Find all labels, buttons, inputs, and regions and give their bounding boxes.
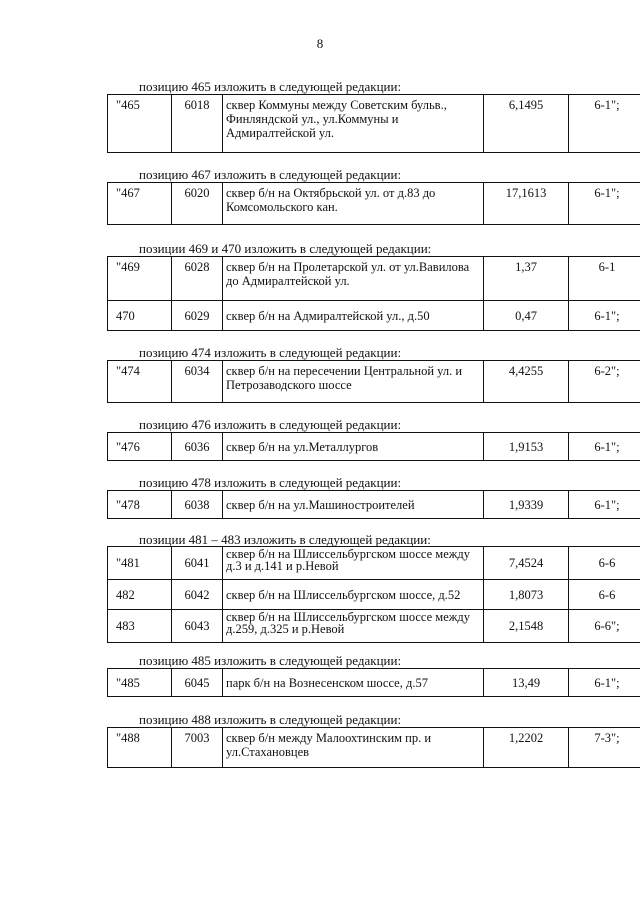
positions-table [107, 668, 640, 697]
registry-code: 6045 [172, 669, 223, 697]
positions-table [107, 182, 640, 225]
position-number: "465 [108, 95, 172, 153]
area-value: 1,8073 [484, 580, 569, 610]
object-description: сквер б/н между Малоохтинским пр. и ул.Стахановцев [223, 728, 484, 768]
object-description: сквер б/н на Пролетарской ул. от ул.Вавилова до Адмиралтейской ул. [223, 257, 484, 301]
table-row [108, 610, 640, 643]
registry-code: 6043 [172, 610, 223, 643]
area-value: 7,4524 [484, 547, 569, 580]
section-heading: позицию 485 изложить в следующей редакции: [139, 653, 402, 668]
registry-code: 6036 [172, 433, 223, 461]
area-value: 17,1613 [484, 183, 569, 225]
positions-table [107, 727, 640, 768]
page-number: 8 [316, 36, 324, 51]
positions-table [107, 256, 640, 331]
table-row [108, 433, 640, 461]
district-code: 7-3"; [569, 728, 640, 768]
district-code: 6-6 [569, 547, 640, 580]
table-row [108, 728, 640, 768]
district-code: 6-1 [569, 257, 640, 301]
table-row [108, 547, 640, 580]
positions-table [107, 94, 640, 153]
registry-code: 6038 [172, 491, 223, 519]
registry-code: 6020 [172, 183, 223, 225]
table-row [108, 361, 640, 403]
section-heading: позицию 474 изложить в следующей редакции: [139, 345, 402, 360]
district-code: 6-2"; [569, 361, 640, 403]
section-heading: позицию 488 изложить в следующей редакции: [139, 712, 402, 727]
area-value: 4,4255 [484, 361, 569, 403]
area-value: 0,47 [484, 301, 569, 331]
table-row [108, 491, 640, 519]
position-number: "488 [108, 728, 172, 768]
position-number: 483 [108, 610, 172, 643]
district-code: 6-1"; [569, 491, 640, 519]
position-number: 470 [108, 301, 172, 331]
object-description: сквер Коммуны между Советским бульв., Финляндской ул., ул.Коммуны и Адмиралтейской ул. [223, 95, 484, 153]
area-value: 1,37 [484, 257, 569, 301]
area-value: 1,2202 [484, 728, 569, 768]
registry-code: 6042 [172, 580, 223, 610]
section-heading: позиции 481 – 483 изложить в следующей редакции: [139, 532, 431, 547]
object-description: сквер б/н на Шлиссельбургском шоссе между д.3 и д.141 и р.Невой [223, 547, 484, 580]
object-description: сквер б/н на ул.Машиностроителей [223, 491, 484, 519]
positions-table [107, 360, 640, 403]
position-number: "485 [108, 669, 172, 697]
district-code: 6-6 [569, 580, 640, 610]
district-code: 6-6"; [569, 610, 640, 643]
table-row [108, 183, 640, 225]
object-description: парк б/н на Вознесенском шоссе, д.57 [223, 669, 484, 697]
area-value: 13,49 [484, 669, 569, 697]
section-heading: позиции 469 и 470 изложить в следующей редакции: [139, 241, 432, 256]
table-row [108, 95, 640, 153]
positions-table [107, 490, 640, 519]
district-code: 6-1"; [569, 301, 640, 331]
registry-code: 6018 [172, 95, 223, 153]
section-heading: позицию 467 изложить в следующей редакции: [139, 167, 402, 182]
object-description: сквер б/н на Адмиралтейской ул., д.50 [223, 301, 484, 331]
object-description: сквер б/н на Шлиссельбургском шоссе между д.259, д.325 и р.Невой [223, 610, 484, 643]
position-number: "467 [108, 183, 172, 225]
position-number: "478 [108, 491, 172, 519]
section-heading: позицию 476 изложить в следующей редакции: [139, 417, 402, 432]
object-description: сквер б/н на пересечении Центральной ул. и Петрозаводского шоссе [223, 361, 484, 403]
positions-table [107, 546, 640, 643]
district-code: 6-1"; [569, 95, 640, 153]
section-heading: позицию 478 изложить в следующей редакции: [139, 475, 402, 490]
table-row [108, 669, 640, 697]
object-description: сквер б/н на ул.Металлургов [223, 433, 484, 461]
area-value: 1,9153 [484, 433, 569, 461]
registry-code: 6029 [172, 301, 223, 331]
position-number: "476 [108, 433, 172, 461]
position-number: "481 [108, 547, 172, 580]
area-value: 1,9339 [484, 491, 569, 519]
position-number: "469 [108, 257, 172, 301]
district-code: 6-1"; [569, 669, 640, 697]
area-value: 6,1495 [484, 95, 569, 153]
registry-code: 6034 [172, 361, 223, 403]
positions-table [107, 432, 640, 461]
registry-code: 7003 [172, 728, 223, 768]
district-code: 6-1"; [569, 183, 640, 225]
object-description: сквер б/н на Шлиссельбургском шоссе, д.52 [223, 580, 484, 610]
section-heading: позицию 465 изложить в следующей редакции: [139, 79, 402, 94]
area-value: 2,1548 [484, 610, 569, 643]
registry-code: 6041 [172, 547, 223, 580]
table-row [108, 580, 640, 610]
object-description: сквер б/н на Октябрьской ул. от д.83 до Комсомольского кан. [223, 183, 484, 225]
district-code: 6-1"; [569, 433, 640, 461]
position-number: "474 [108, 361, 172, 403]
table-row [108, 301, 640, 331]
position-number: 482 [108, 580, 172, 610]
registry-code: 6028 [172, 257, 223, 301]
table-row [108, 257, 640, 301]
